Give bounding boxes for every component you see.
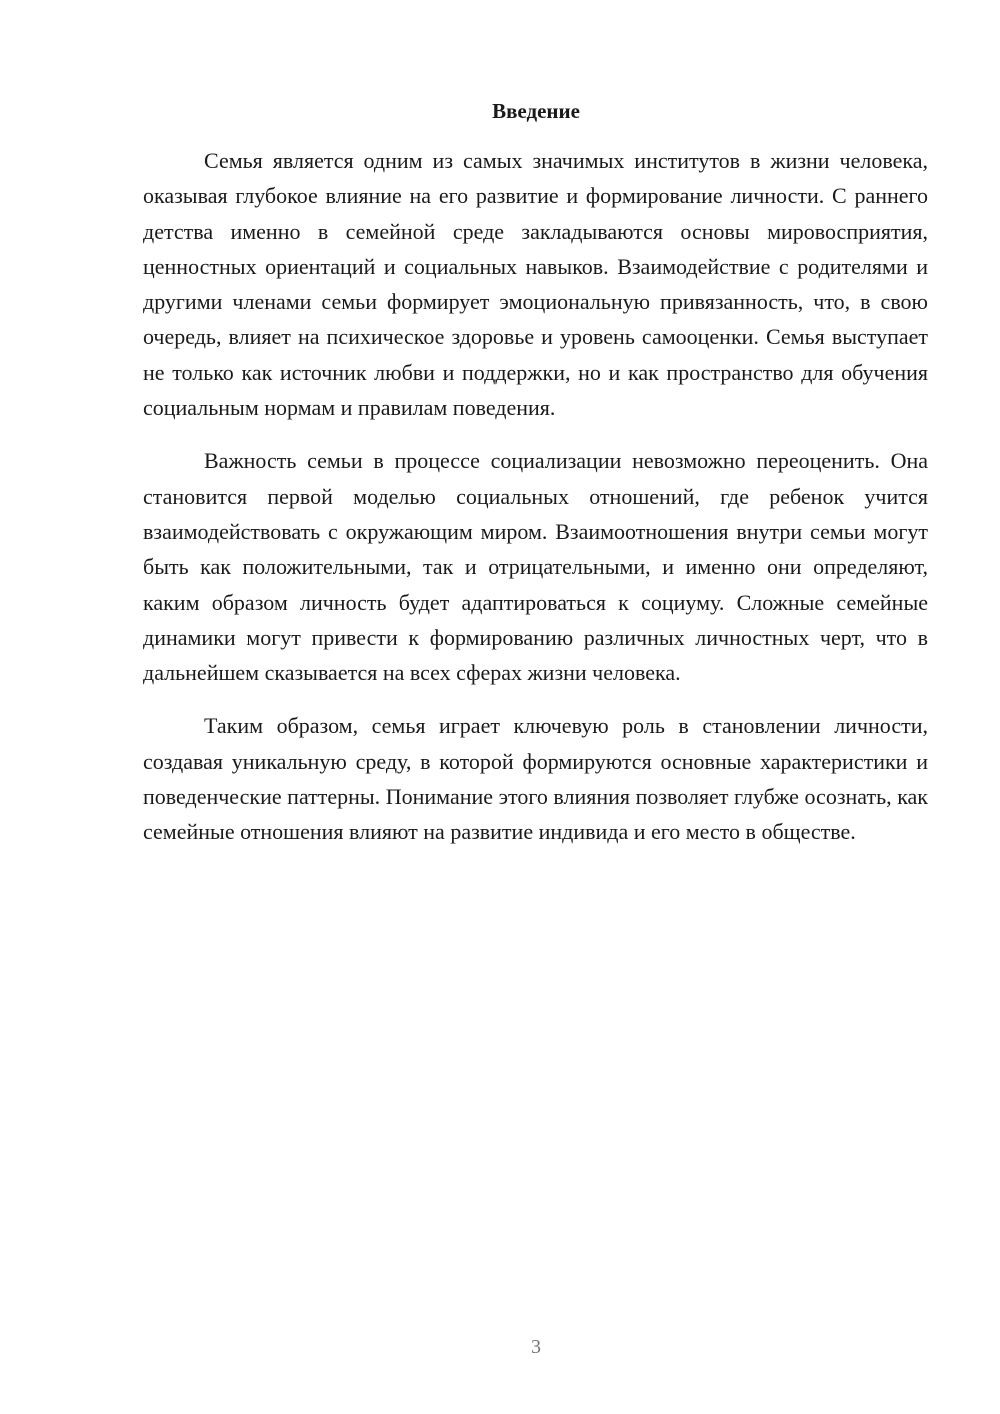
paragraph-2: Важность семьи в процессе социализации невозможно переоценить. Она становится первой моделью социальных отношений, где ребенок учится взаимодействовать с окружающим миром. Взаимоотношения внутри семьи могут быть как положительными, так и отрицательными, и именно они определяют, каким образом личность будет адаптироваться к социуму. Сложные семейные динамики могут привести к формированию различных личностных черт, что в дальнейшем сказывается на всех сферах жизни человека. bbox=[143, 448, 928, 686]
body-text bbox=[143, 143, 928, 868]
paragraph-1: Семья является одним из самых значимых институтов в жизни человека, оказывая глубокое влияние на его развитие и формирование личности. С раннего детства именно в семейной среде закладываются основы мировосприятия, ценностных ориентаций и социальных навыков. Взаимодействие с родителями и другими членами семьи формирует эмоциональную привязанность, что, в свою очередь, влияет на психическое здоровье и уровень самооценки. Семья выступает не только как источник любви и поддержки, но и как пространство для обучения социальным нормам и правилам поведения. bbox=[143, 148, 928, 421]
page-number: 3 bbox=[531, 1336, 541, 1358]
paragraph-3: Таким образом, семья играет ключевую роль в становлении личности, создавая уникальную среду, в которой формируются основные характеристики и поведенческие паттерны. Понимание этого влияния позволяет глубже осознать, как семейные отношения влияют на развитие индивида и его место в обществе. bbox=[143, 713, 928, 845]
page-title: Введение bbox=[492, 99, 580, 123]
